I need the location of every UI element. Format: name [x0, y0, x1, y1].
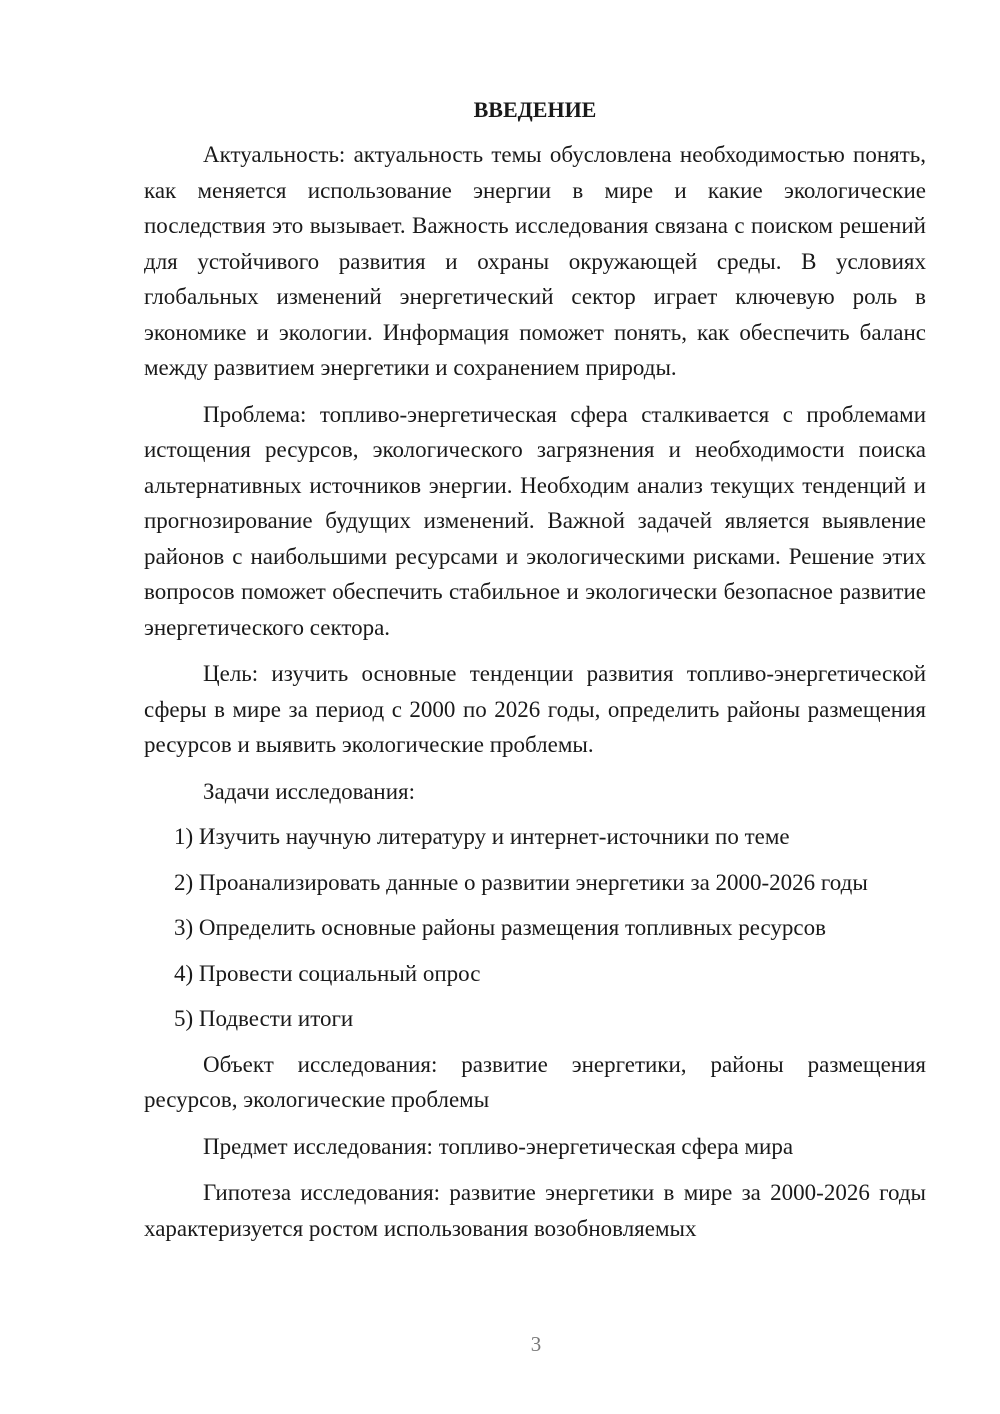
subject-paragraph: Предмет исследования: топливо-энергетическая сфера мира	[203, 1133, 794, 1159]
problem-paragraph: Проблема: топливо-энергетическая сфера сталкивается с проблемами истощения ресурсов, экологического загрязнения и необходимости поиска альтернативных источников энергии. Необходим анализ текущих тенденций и прогнозирование будущих изменений. Важной задачей является выявление районов с наибольшими ресурсами и экологическими рисками. Решение этих вопросов поможет обеспечить стабильное и экологически безопасное развитие энергетического сектора.	[144, 401, 926, 640]
task-item: 1) Изучить научную литературу и интернет-источники по теме	[174, 824, 790, 849]
page-content	[144, 92, 926, 1257]
task-item: 3) Определить основные районы размещения топливных ресурсов	[174, 915, 826, 940]
tasks-label: Задачи исследования:	[203, 778, 416, 804]
relevance-paragraph: Актуальность: актуальность темы обусловлена необходимостью понять, как меняется использование энергии в мире и какие экологические последствия это вызывает. Важность исследования связана с поиском решений для устойчивого развития и охраны окружающей среды. В условиях глобальных изменений энергетический сектор играет ключевую роль в экономике и экологии. Информация поможет понять, как обеспечить баланс между развитием энергетики и сохранением природы.	[144, 142, 926, 380]
hypothesis-paragraph: Гипотеза исследования: развитие энергетики в мире за 2000-2026 годы характеризуется ростом использования возобновляемых	[144, 1180, 926, 1241]
section-heading: ВВЕДЕНИЕ	[473, 97, 597, 122]
task-item: 5) Подвести итоги	[174, 1006, 354, 1031]
object-paragraph: Объект исследования: развитие энергетики, районы размещения ресурсов, экологические проблемы	[144, 1051, 926, 1112]
task-item: 4) Провести социальный опрос	[174, 960, 481, 986]
tasks-list	[144, 819, 926, 1037]
goal-paragraph: Цель: изучить основные тенденции развития топливо-энергетической сферы в мире за период с 2000 по 2026 годы, определить районы размещения ресурсов и выявить экологические проблемы.	[144, 661, 926, 757]
task-item: 2) Проанализировать данные о развитии энергетики за 2000-2026 годы	[174, 869, 868, 895]
page-number: 3	[530, 1332, 542, 1356]
